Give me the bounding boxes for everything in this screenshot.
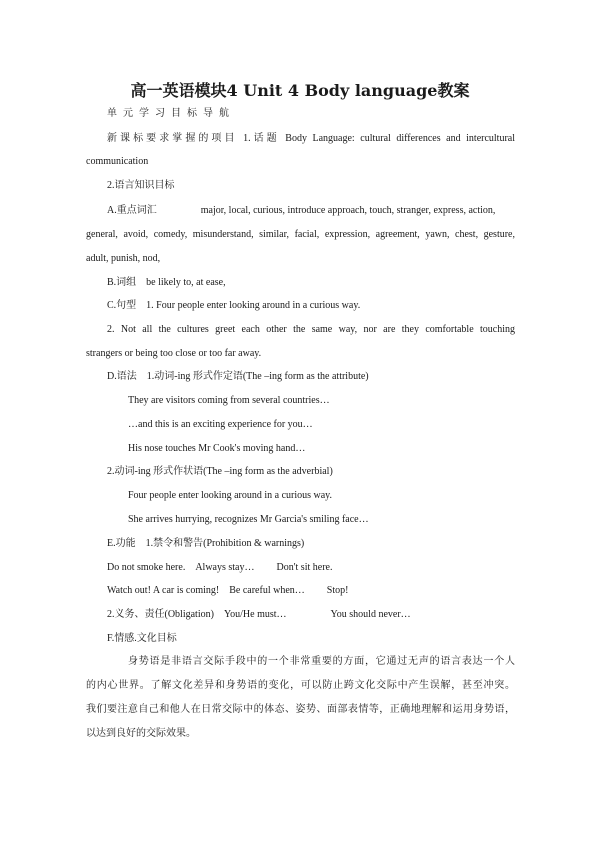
sentence-2-cont: strangers or being too close or too far away. [86, 348, 262, 359]
page-title: 高一英语模块4 Unit 4 Body language教案 [130, 81, 470, 100]
warning-phrase: Don't sit here. [276, 562, 333, 573]
grammar-2: 2.动词-ing 形式作状语(The –ing form as the adverbial) [107, 466, 333, 477]
phrase-label: B.词组 [107, 277, 137, 288]
warning-phrase: Always stay… [195, 562, 255, 573]
emotion-paragraph-line: 以达到良好的交际效果。 [86, 728, 196, 739]
vocab-line-2: general, avoid, comedy, misunderstand, similar, facial, expression, agreement, yawn, chest, gesture, [86, 229, 515, 240]
warning-line [107, 561, 332, 575]
sentence-1: 1. Four people enter looking around in a curious way. [146, 300, 361, 311]
warning-phrase: Watch out! A car is coming! [107, 585, 220, 596]
function-line [107, 537, 304, 551]
section-heading: 单元学习目标导航 [107, 108, 235, 119]
topic-line: 新课标要求掌握的项目 1.话题 Body Language: cultural differences and intercultural [107, 133, 515, 144]
grammar-1: 1.动词-ing 形式作定语(The –ing form as the attribute) [146, 371, 369, 382]
obligation-label: 2.义务、责任(Obligation) [107, 609, 214, 620]
obligation-example: You should never… [330, 609, 411, 620]
grammar-1-example: His nose touches Mr Cook's moving hand… [128, 443, 306, 454]
phrase-text: be likely to, at ease, [146, 277, 226, 288]
grammar-1-example: …and this is an exciting experience for you… [128, 419, 313, 430]
topic-line-cont: communication [86, 156, 149, 167]
vocab-label: A.重点词汇 [107, 205, 157, 216]
sentence-2: 2. Not all the cultures greet each other the same way, nor are they comfortable touching [107, 324, 515, 335]
emotion-paragraph-line: 我们要注意自己和他人在日常交际中的体态、姿势、面部表情等，正确地理解和运用身势语， [86, 704, 515, 715]
phrase-line [107, 276, 226, 290]
emotion-paragraph-line: 身势语是非语言交际手段中的一个非常重要的方面，它通过无声的语言表达一个人 [128, 656, 515, 667]
vocab-line-3: adult, punish, nod, [86, 253, 161, 264]
warning-line [107, 584, 348, 598]
obligation-line [107, 608, 411, 622]
emotion-paragraph-line: 的内心世界。了解文化差异和身势语的变化，可以防止跨文化交际中产生误解，甚至冲突。 [86, 680, 515, 691]
warning-phrase: Do not smoke here. [107, 562, 186, 573]
warning-phrase: Be careful when… [229, 585, 305, 596]
function-label: E.功能 [107, 538, 136, 549]
warning-phrase: Stop! [326, 585, 349, 596]
grammar-1-example: They are visitors coming from several countries… [128, 395, 330, 406]
sentence-label: C.句型 [107, 300, 137, 311]
grammar-2-example: Four people enter looking around in a curious way. [128, 490, 333, 501]
emotion-heading: F.情感.文化目标 [107, 633, 177, 644]
grammar-2-example: She arrives hurrying, recognizes Mr Garcia's smiling face… [128, 514, 369, 525]
vocab-words: major, local, curious, introduce approach, touch, stranger, express, action, [200, 205, 496, 216]
function-1: 1.禁令和警告(Prohibition & warnings) [145, 538, 305, 549]
grammar-label: D.语法 [107, 371, 137, 382]
vocab-line [107, 204, 515, 218]
grammar-line [107, 370, 369, 384]
sentence-line [107, 299, 360, 313]
obligation-example: You/He must… [223, 609, 287, 620]
language-knowledge-heading: 2.语言知识目标 [107, 180, 175, 191]
